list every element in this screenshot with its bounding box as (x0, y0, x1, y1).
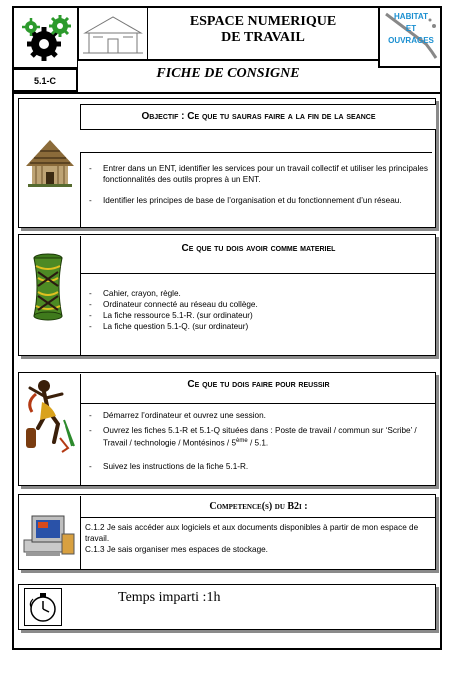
objectif-title-box (80, 104, 436, 130)
house-image-box (78, 6, 148, 60)
temps-icon-cell (24, 588, 62, 626)
competence-line: C.1.2 Je sais accéder aux logiciels et aux documents disponibles à partir de mon espace de travail. (85, 523, 419, 543)
competences-title: Competence(s) du B2i : (209, 501, 308, 512)
list-item: - Entrer dans un ENT, identifier les services pour un travail collectif et utiliser les principales fonctionnalités des outils propres à un ENT. (81, 163, 432, 185)
dancer-icon (22, 376, 76, 456)
objectif-title: Objectif : Ce que tu sauras faire a la fin de la seance (141, 111, 376, 122)
list-item: - La fiche ressource 5.1-R. (sur ordinateur) (81, 310, 432, 321)
objectif-body (80, 152, 432, 228)
list-item: - La fiche question 5.1-Q. (sur ordinateur) (81, 321, 432, 332)
sheet-code: 5.1-C (12, 68, 78, 92)
reussir-body (80, 404, 432, 486)
header-divider (12, 92, 442, 94)
competence-line: C.1.3 Je sais organiser mes espaces de stockage. (85, 545, 268, 554)
path-text: Ouvrez les fiches 5.1-R et 5.1-Q situées dans : Poste de travail / commun sur ‘Scribe’ / Travail / technologie / Montésinos / 5 (103, 426, 417, 448)
list-item: - Cahier, crayon, règle. (81, 288, 432, 299)
page-subtitle: FICHE DE CONSIGNE (78, 60, 378, 92)
path-text-end: / 5.1. (247, 438, 269, 448)
theme-label-2: ET (405, 24, 417, 33)
list-item: - Démarrez l’ordinateur et ouvrez une session. (81, 410, 432, 421)
list-item: - Suivez les instructions de la fiche 5.1-R. (81, 461, 432, 472)
materiel-icon-cell (18, 234, 80, 356)
reussir-title: Ce que tu dois faire pour reussir (187, 379, 330, 390)
list-item: - Ordinateur connecté au réseau du collège. (81, 299, 432, 310)
gears-icon (14, 8, 78, 68)
objectif-icon-cell (18, 98, 80, 228)
theme-label-1: HABITAT (394, 12, 428, 21)
reussir-icon-cell (18, 372, 80, 486)
hut-icon (22, 136, 78, 192)
logo-box (12, 6, 78, 68)
house-icon (79, 7, 147, 59)
competences-icon-cell (18, 494, 80, 570)
title-box (148, 6, 378, 60)
page-title-line1: ESPACE NUMERIQUE (189, 14, 337, 29)
header (12, 6, 442, 92)
path-superscript: ème (236, 438, 248, 444)
competences-body (80, 518, 432, 570)
materiel-title-box (80, 236, 436, 274)
list-item (81, 425, 432, 449)
list-item: - Identifier les principes de base de l’organisation et du fonctionnement d’un réseau. (81, 195, 432, 206)
theme-label-3: OUVRAGES (388, 36, 434, 45)
temps-label: Temps imparti :1h (118, 590, 221, 605)
competences-title-box (80, 496, 436, 518)
stopwatch-icon (25, 589, 61, 625)
materiel-title: Ce que tu dois avoir comme materiel (181, 243, 336, 254)
materiel-body (80, 274, 432, 356)
theme-box (378, 6, 442, 68)
drum-icon (28, 252, 68, 322)
page-title-line2: DE TRAVAIL (221, 30, 305, 45)
computer-icon (22, 514, 76, 558)
reussir-title-box (80, 374, 436, 404)
